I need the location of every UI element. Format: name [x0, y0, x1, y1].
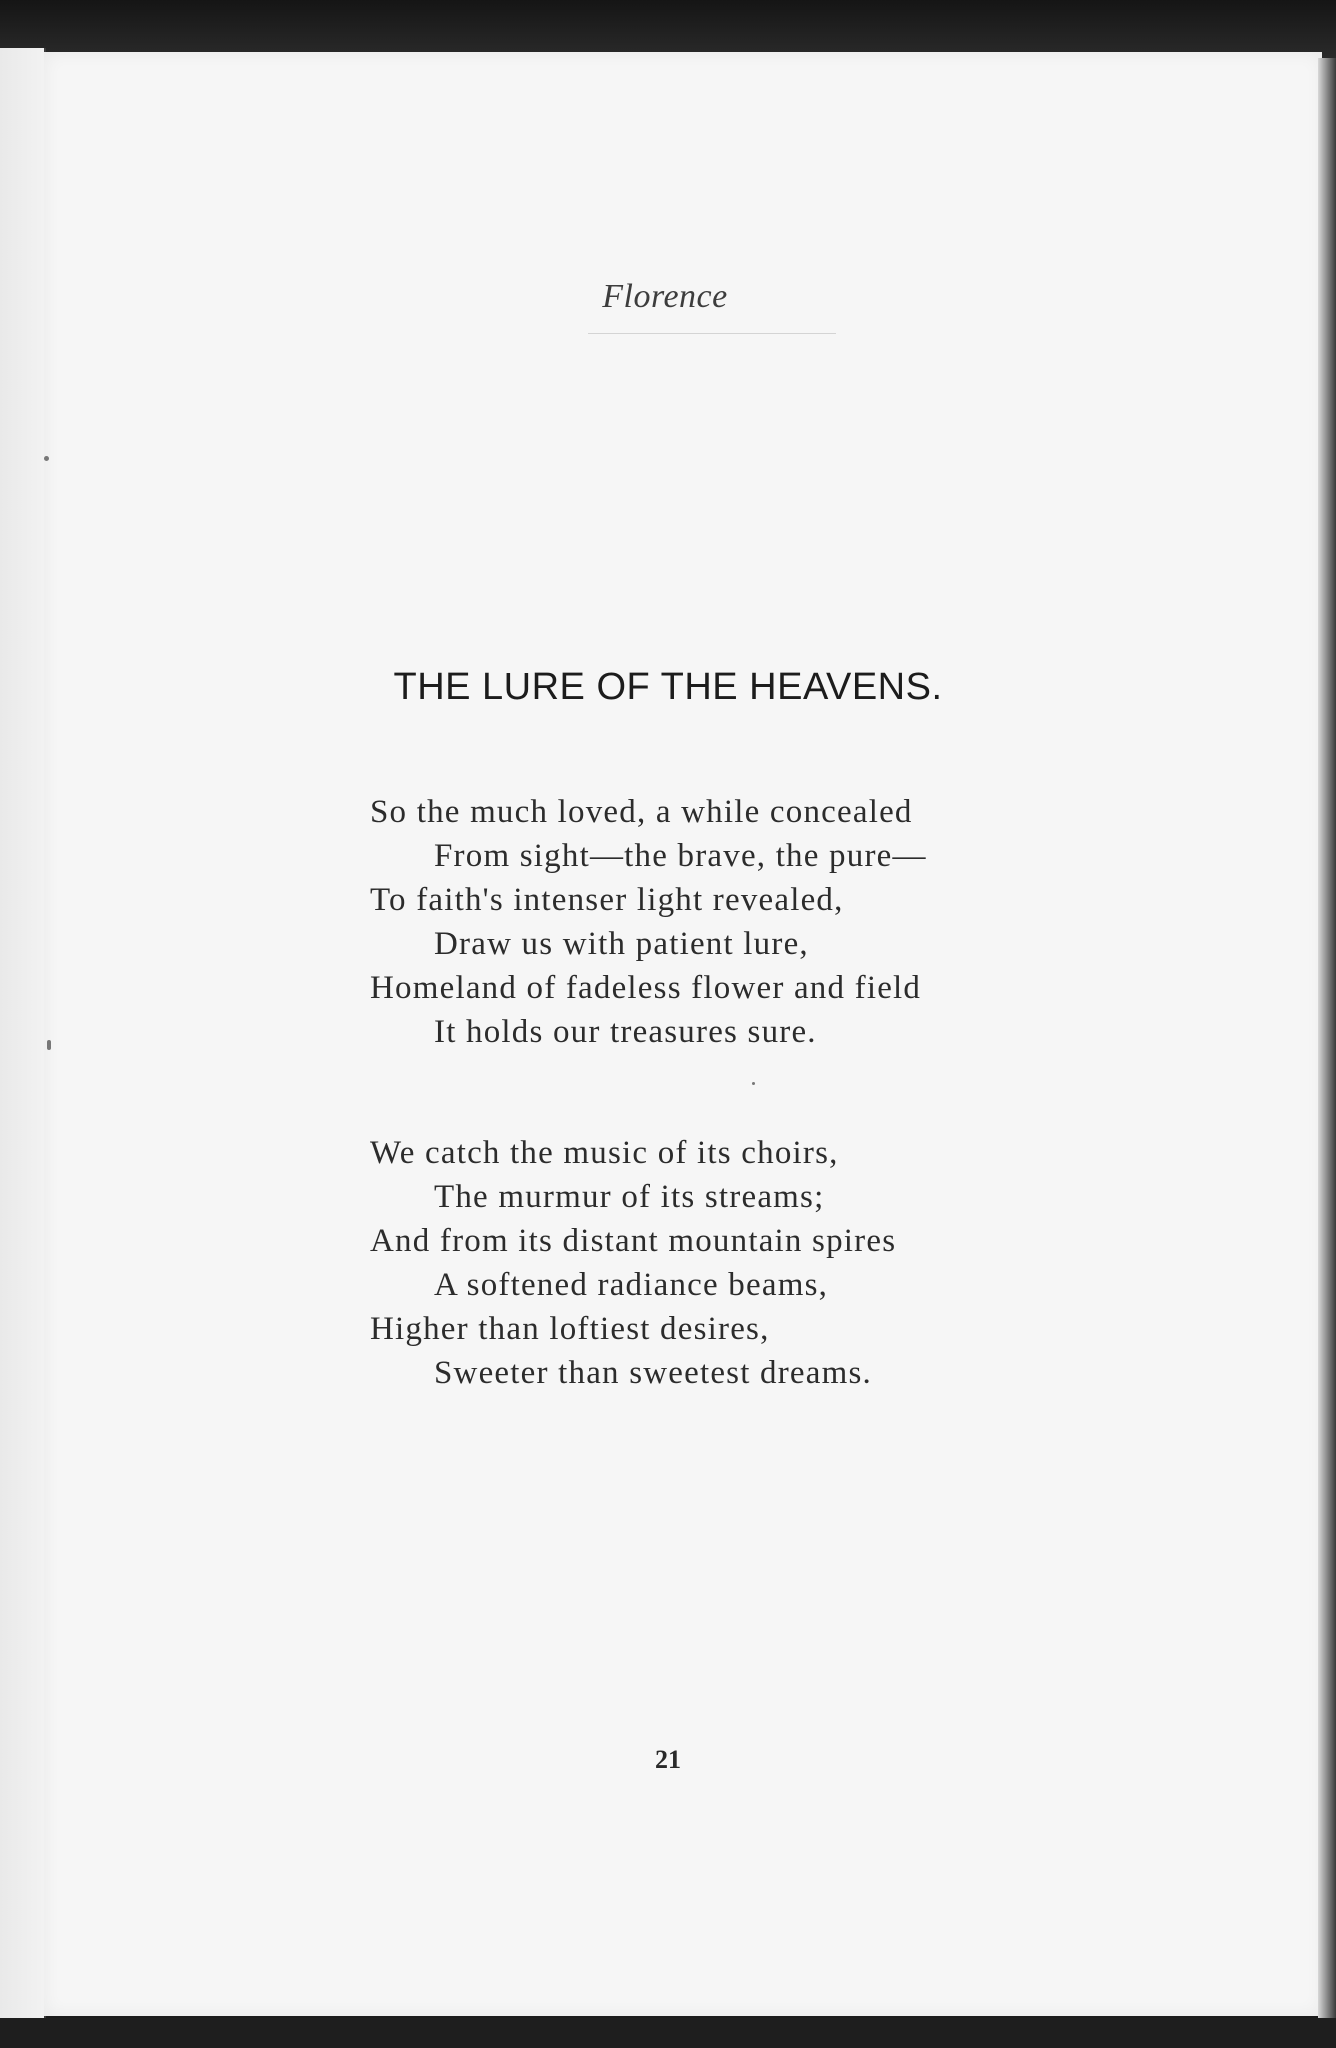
poem-line: To faith's intenser light revealed,: [370, 882, 844, 918]
poem-line: Homeland of fadeless flower and field: [370, 970, 922, 1006]
ink-speck: [752, 1082, 755, 1085]
poem-line: And from its distant mountain spires: [370, 1223, 897, 1259]
poem-line: So the much loved, a while concealed: [370, 794, 913, 830]
poem-line: Draw us with patient lure,: [434, 926, 809, 962]
page-number: 21: [655, 1745, 681, 1774]
scan-bottom-edge: [0, 2018, 1336, 2048]
poem-line: It holds our treasures sure.: [434, 1014, 817, 1050]
facing-page-edge: [0, 48, 46, 2020]
poem-title: THE LURE OF THE HEAVENS.: [393, 666, 943, 708]
poem-line: Sweeter than sweetest dreams.: [434, 1355, 872, 1391]
stanza-2: [370, 1131, 1070, 1395]
poem-line: A softened radiance beams,: [434, 1267, 829, 1303]
running-head: Florence: [602, 278, 728, 315]
ink-speck: [44, 456, 49, 461]
scan-top-edge: [0, 0, 1336, 58]
poem-line: From sight—the brave, the pure—: [434, 838, 927, 874]
ink-speck: [47, 1040, 51, 1050]
poem-line: We catch the music of its choirs,: [370, 1135, 839, 1171]
poem-line: Higher than loftiest desires,: [370, 1311, 770, 1347]
running-head-rule: [588, 333, 836, 334]
page-right-edge: [1318, 58, 1336, 2020]
stanza-1: [370, 790, 1070, 1054]
poem-line: The murmur of its streams;: [434, 1179, 825, 1215]
